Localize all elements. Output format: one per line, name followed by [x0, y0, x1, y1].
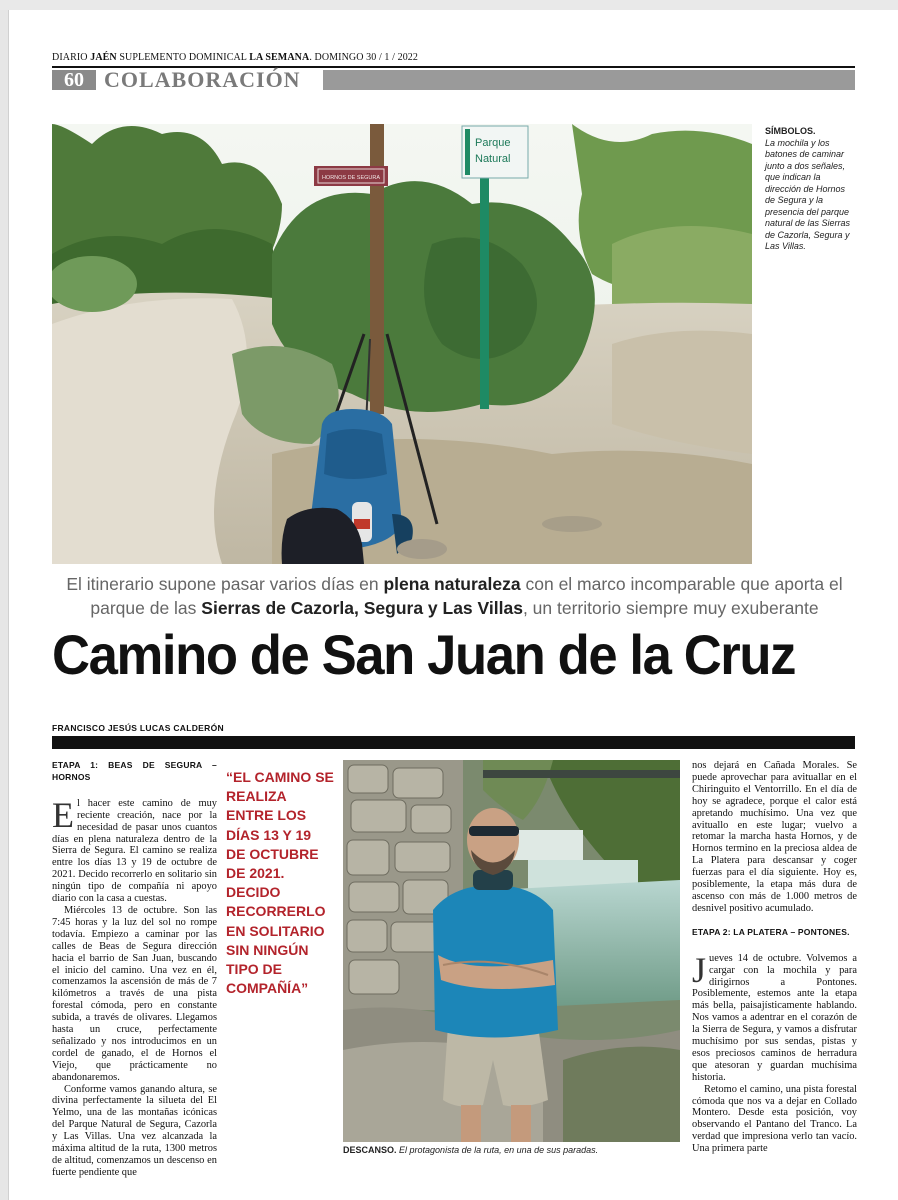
- stage-1-heading: ETAPA 1: BEAS DE SEGURA – HORNOS: [52, 760, 217, 782]
- masthead-city: JAÉN: [90, 52, 117, 63]
- main-photo-backpack-signs: [52, 124, 752, 564]
- paragraph-text: l hacer este camino de muy reciente creación, nace por la necesidad de pasar unos cuantos días en plena naturaleza dentro de la Sierra de Segura. El camino se realiza entre los días 13 y 19 de octubre de 2021. Decido recorrerlo en solitario sin ningún tipo de compañía ni apoyo diario con la casa a cuestas.: [52, 797, 217, 905]
- paragraph-text: ueves 14 de octubre. Volvemos a cargar con la mochila y para dirigirnos a Pontones. Posiblemente, estemos ante la etapa más bella, paisajísticamente hablando. Nos vamos a adentrar en el corazón de la Sierra de Segura, y vamos a disfrutar muchísimo por sus sendas, pistas y esos preciosos caminos de herradura que atesoran y guardan muchísima historia.: [692, 952, 857, 1083]
- subtitle-part3: , un territorio siempre muy exuberante: [522, 598, 819, 618]
- page-number: 60: [52, 70, 96, 90]
- article-column-3: [692, 760, 857, 1155]
- subtitle-part2: con el marco incomparable que aporta el parque de las: [90, 574, 843, 618]
- photo2-caption-text: El protagonista de la ruta, en una de sus paradas.: [399, 1145, 599, 1155]
- page-gutter: [0, 10, 9, 1200]
- masthead-supplement: SUPLEMENTO DOMINICAL: [119, 52, 247, 63]
- drop-cap: E: [52, 794, 74, 835]
- masthead-paper: DIARIO: [52, 52, 88, 63]
- subtitle: [52, 572, 857, 620]
- subtitle-bold2: Sierras de Cazorla, Segura y Las Villas: [201, 598, 523, 618]
- drop-cap: J: [692, 949, 707, 990]
- photo1-caption-title: SÍMBOLOS.: [765, 126, 816, 136]
- svg-text:Natural: Natural: [475, 153, 511, 165]
- paragraph: [692, 949, 857, 1084]
- photo1-caption-text: La mochila y los batones de caminar junto a dos señales, que indican la dirección de Hornos de Segura y la presencia del parque natural de las Sierras de Cazorla, Segura y Las Villas.: [765, 137, 851, 251]
- author-byline: FRANCISCO JESÚS LUCAS CALDERÓN: [52, 723, 224, 733]
- subtitle-bold1: plena naturaleza: [383, 574, 521, 594]
- section-header: [52, 66, 855, 92]
- paragraph: Retomo el camino, una pista forestal cómoda que nos va a dejar en Collado Montero. Desde esta posición, voy observando el Pantano del Tranco. La verdad que impresiona verlo tan vacío. Una primera parte: [692, 1083, 857, 1155]
- paragraph: Conforme vamos ganando altura, se divina perfectamente la silueta del El Yelmo, una de las montañas icónicas del Parque Natural de Segura, Cazorla y Las Villas. Una vez alcanzada la máxima altitud de la ruta, 1300 metros de altitud, comenzamos un descenso en fuerte pendiente que: [52, 1083, 217, 1178]
- masthead-week: LA SEMANA: [249, 52, 310, 63]
- article-column-1: [52, 760, 217, 1179]
- paragraph: Miércoles 13 de octubre. Son las 7:45 horas y la luz del sol no rompe todavía. Empiezo a caminar por las calles de Beas de Segura dirección hacia el barrio de San Juan, buscando el inicio del camino. Una vez en él, comenzamos la ascensión de más de 7 kilómetros a través de una pista forestal cómoda, pero en constante subida, a través de olivares. Llegamos hasta un cruce, perfectamente señalizado y nos introducimos en un cordel de ganado, el de Hornos el Viejo, que prácticamente no abandonaremos.: [52, 904, 217, 1083]
- direction-sign-text: HORNOS DE SEGURA: [321, 175, 381, 181]
- masthead: [52, 52, 857, 63]
- photo1-caption: [765, 126, 857, 253]
- photo2-caption-title: DESCANSO.: [343, 1145, 397, 1155]
- masthead-date: . DOMINGO 30 / 1 / 2022: [309, 52, 418, 63]
- paragraph: [52, 794, 217, 905]
- photo-hiker-resting: [343, 760, 680, 1142]
- paragraph: nos dejará en Cañada Morales. Se puede aprovechar para avituallar en el Chiringuito el Ventorrillo. En el día de hoy se agradece, porque el calor está apretando muchísimo. Una vez que avituallo en este lugar; vuelvo a retomar la marcha hasta Hornos, y de Hornos termino en la preciosa aldea de La Platera para descansar y coger fuerzas para el día siguiente. Hoy es, posiblemente, la etapa más dura de ascenso con más de 1.000 metros de desnivel positivo acumulado.: [692, 760, 857, 914]
- pull-quote: “EL CAMINO SE REALIZA ENTRE LOS DÍAS 13 Y 19 DE OCTUBRE DE 2021. DECIDO RECORRERLO EN SOLITARIO SIN NINGÚN TIPO DE COMPAÑÍA”: [226, 769, 334, 997]
- stage-2-heading: ETAPA 2: LA PLATERA – PONTONES.: [692, 926, 850, 937]
- section-rule: [323, 70, 855, 90]
- subtitle-part1: El itinerario supone pasar varios días en: [66, 574, 384, 594]
- headline: Camino de San Juan de la Cruz: [52, 623, 796, 686]
- photo2-caption: [343, 1145, 680, 1155]
- section-name: COLABORACIÓN: [104, 67, 301, 92]
- byline-rule: [52, 736, 855, 749]
- svg-text:Parque: Parque: [475, 137, 511, 149]
